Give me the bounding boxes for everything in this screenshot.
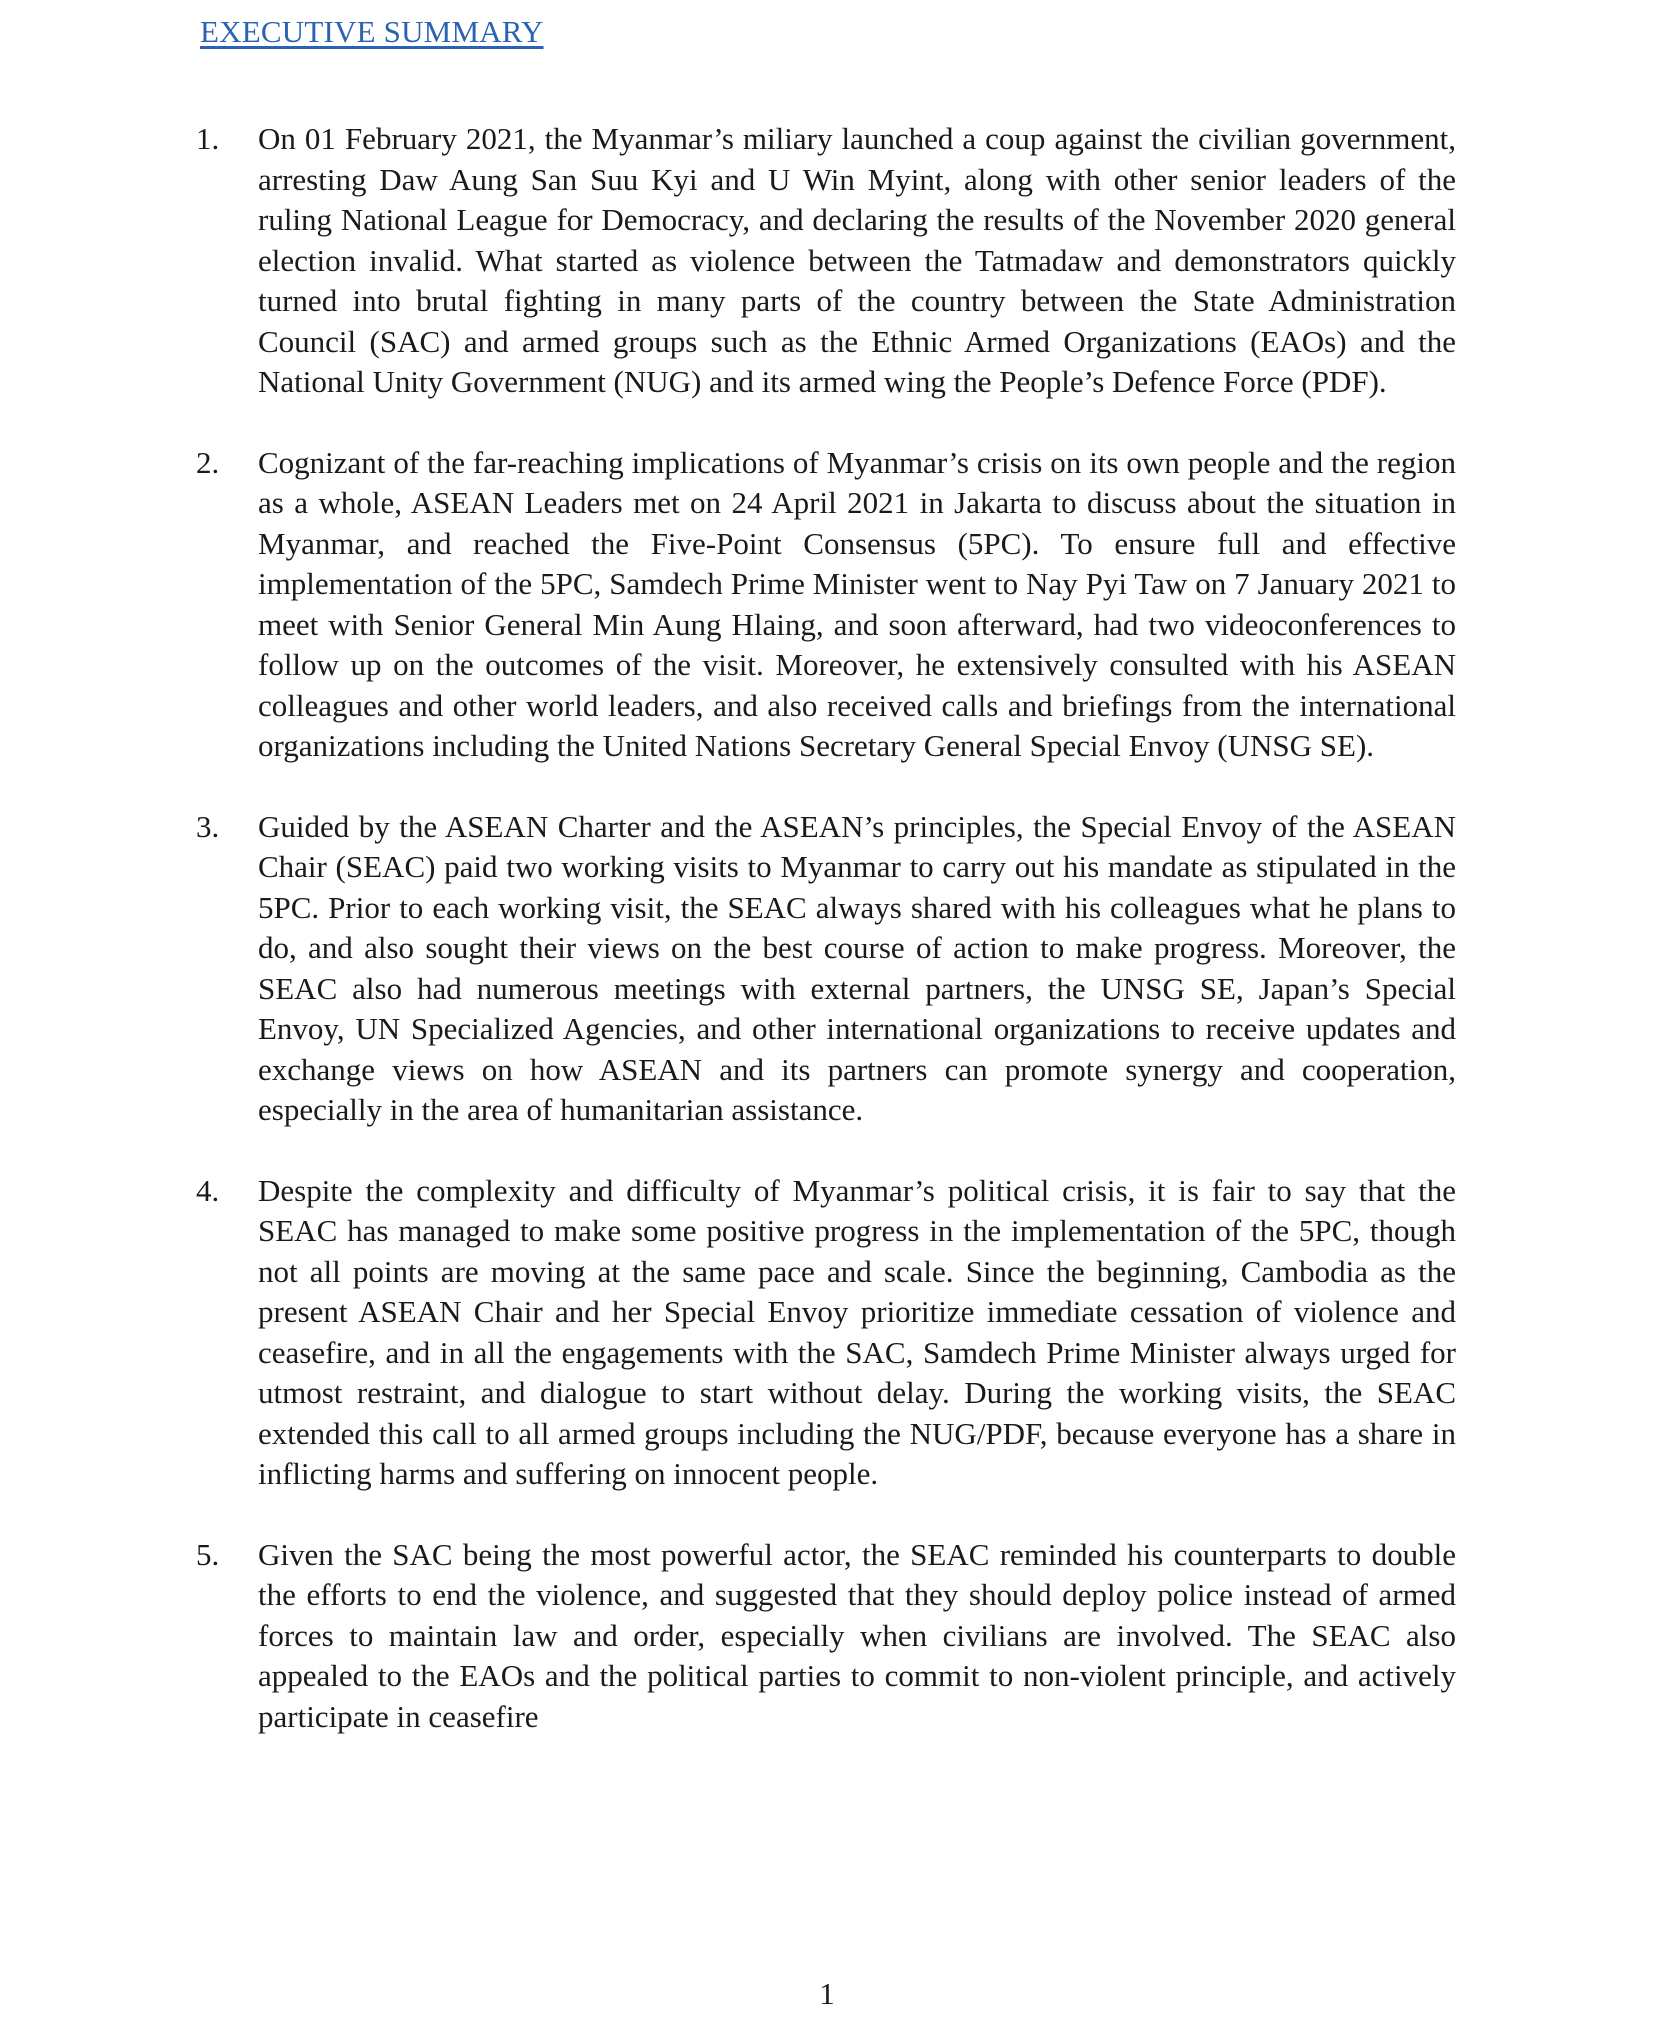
paragraph-text: Given the SAC being the most powerful actor, the SEAC reminded his counterparts to double the efforts to end the violence, and suggested that they should deploy police instead of armed forces to maintain law and order, especially when civilians are involved. The SEAC also appealed to the EAOs and the political parties to commit to non-violent principle, and actively participate in ceasefire <box>258 1536 1456 1734</box>
summary-paragraph <box>196 807 1456 1131</box>
summary-paragraph-list <box>196 119 1456 1777</box>
summary-paragraph <box>196 119 1456 403</box>
paragraph-number: 1. <box>196 121 220 156</box>
section-heading: EXECUTIVE SUMMARY <box>200 14 544 49</box>
summary-paragraph <box>196 443 1456 767</box>
paragraph-text: Cognizant of the far-reaching implications of Myanmar’s crisis on its own people and the region as a whole, ASEAN Leaders met on 24 April 2021 in Jakarta to discuss about the situation in Myanmar, and reached the Five-Point Consensus (5PC). To ensure full and effective implementation of the 5PC, Samdech Prime Minister went to Nay Pyi Taw on 7 January 2021 to meet with Senior General Min Aung Hlaing, and soon afterward, had two videoconferences to follow up on the outcomes of the visit. Moreover, he extensively consulted with his ASEAN colleagues and other world leaders, and also received calls and briefings from the international organizations including the United Nations Secretary General Special Envoy (UNSG SE). <box>258 444 1456 763</box>
paragraph-number: 2. <box>196 444 220 480</box>
paragraph-number: 3. <box>196 808 220 844</box>
paragraph-number: 4. <box>196 1172 220 1208</box>
paragraph-number: 5. <box>196 1536 220 1572</box>
paragraph-text: On 01 February 2021, the Myanmar’s miliary launched a coup against the civilian government, arresting Daw Aung San Suu Kyi and U Win Myint, along with other senior leaders of the ruling National League for Democracy, and declaring the results of the November 2020 general election invalid. What started as violence between the Tatmadaw and demonstrators quickly turned into brutal fighting in many parts of the country between the State Administration Council (SAC) and armed groups such as the Ethnic Armed Organizations (EAOs) and the National Unity Government (NUG) and its armed wing the People’s Defence Force (PDF). <box>258 121 1456 399</box>
summary-paragraph <box>196 1171 1456 1495</box>
paragraph-text: Despite the complexity and difficulty of Myanmar’s political crisis, it is fair to say that the SEAC has managed to make some positive progress in the implementation of the 5PC, though not all points are moving at the same pace and scale. Since the beginning, Cambodia as the present ASEAN Chair and her Special Envoy prioritize immediate cessation of violence and ceasefire, and in all the engagements with the SAC, Samdech Prime Minister always urged for utmost restraint, and dialogue to start without delay. During the working visits, the SEAC extended this call to all armed groups including the NUG/PDF, because everyone has a share in inflicting harms and suffering on innocent people. <box>258 1172 1456 1491</box>
page-number: 1 <box>819 1976 835 2011</box>
paragraph-text: Guided by the ASEAN Charter and the ASEAN’s principles, the Special Envoy of the ASEAN Chair (SEAC) paid two working visits to Myanmar to carry out his mandate as stipulated in the 5PC. Prior to each working visit, the SEAC always shared with his colleagues what he plans to do, and also sought their views on the best course of action to make progress. Moreover, the SEAC also had numerous meetings with external partners, the UNSG SE, Japan’s Special Envoy, UN Specialized Agencies, and other international organizations to receive updates and exchange views on how ASEAN and its partners can promote synergy and cooperation, especially in the area of humanitarian assistance. <box>258 808 1456 1127</box>
summary-paragraph <box>196 1535 1456 1738</box>
